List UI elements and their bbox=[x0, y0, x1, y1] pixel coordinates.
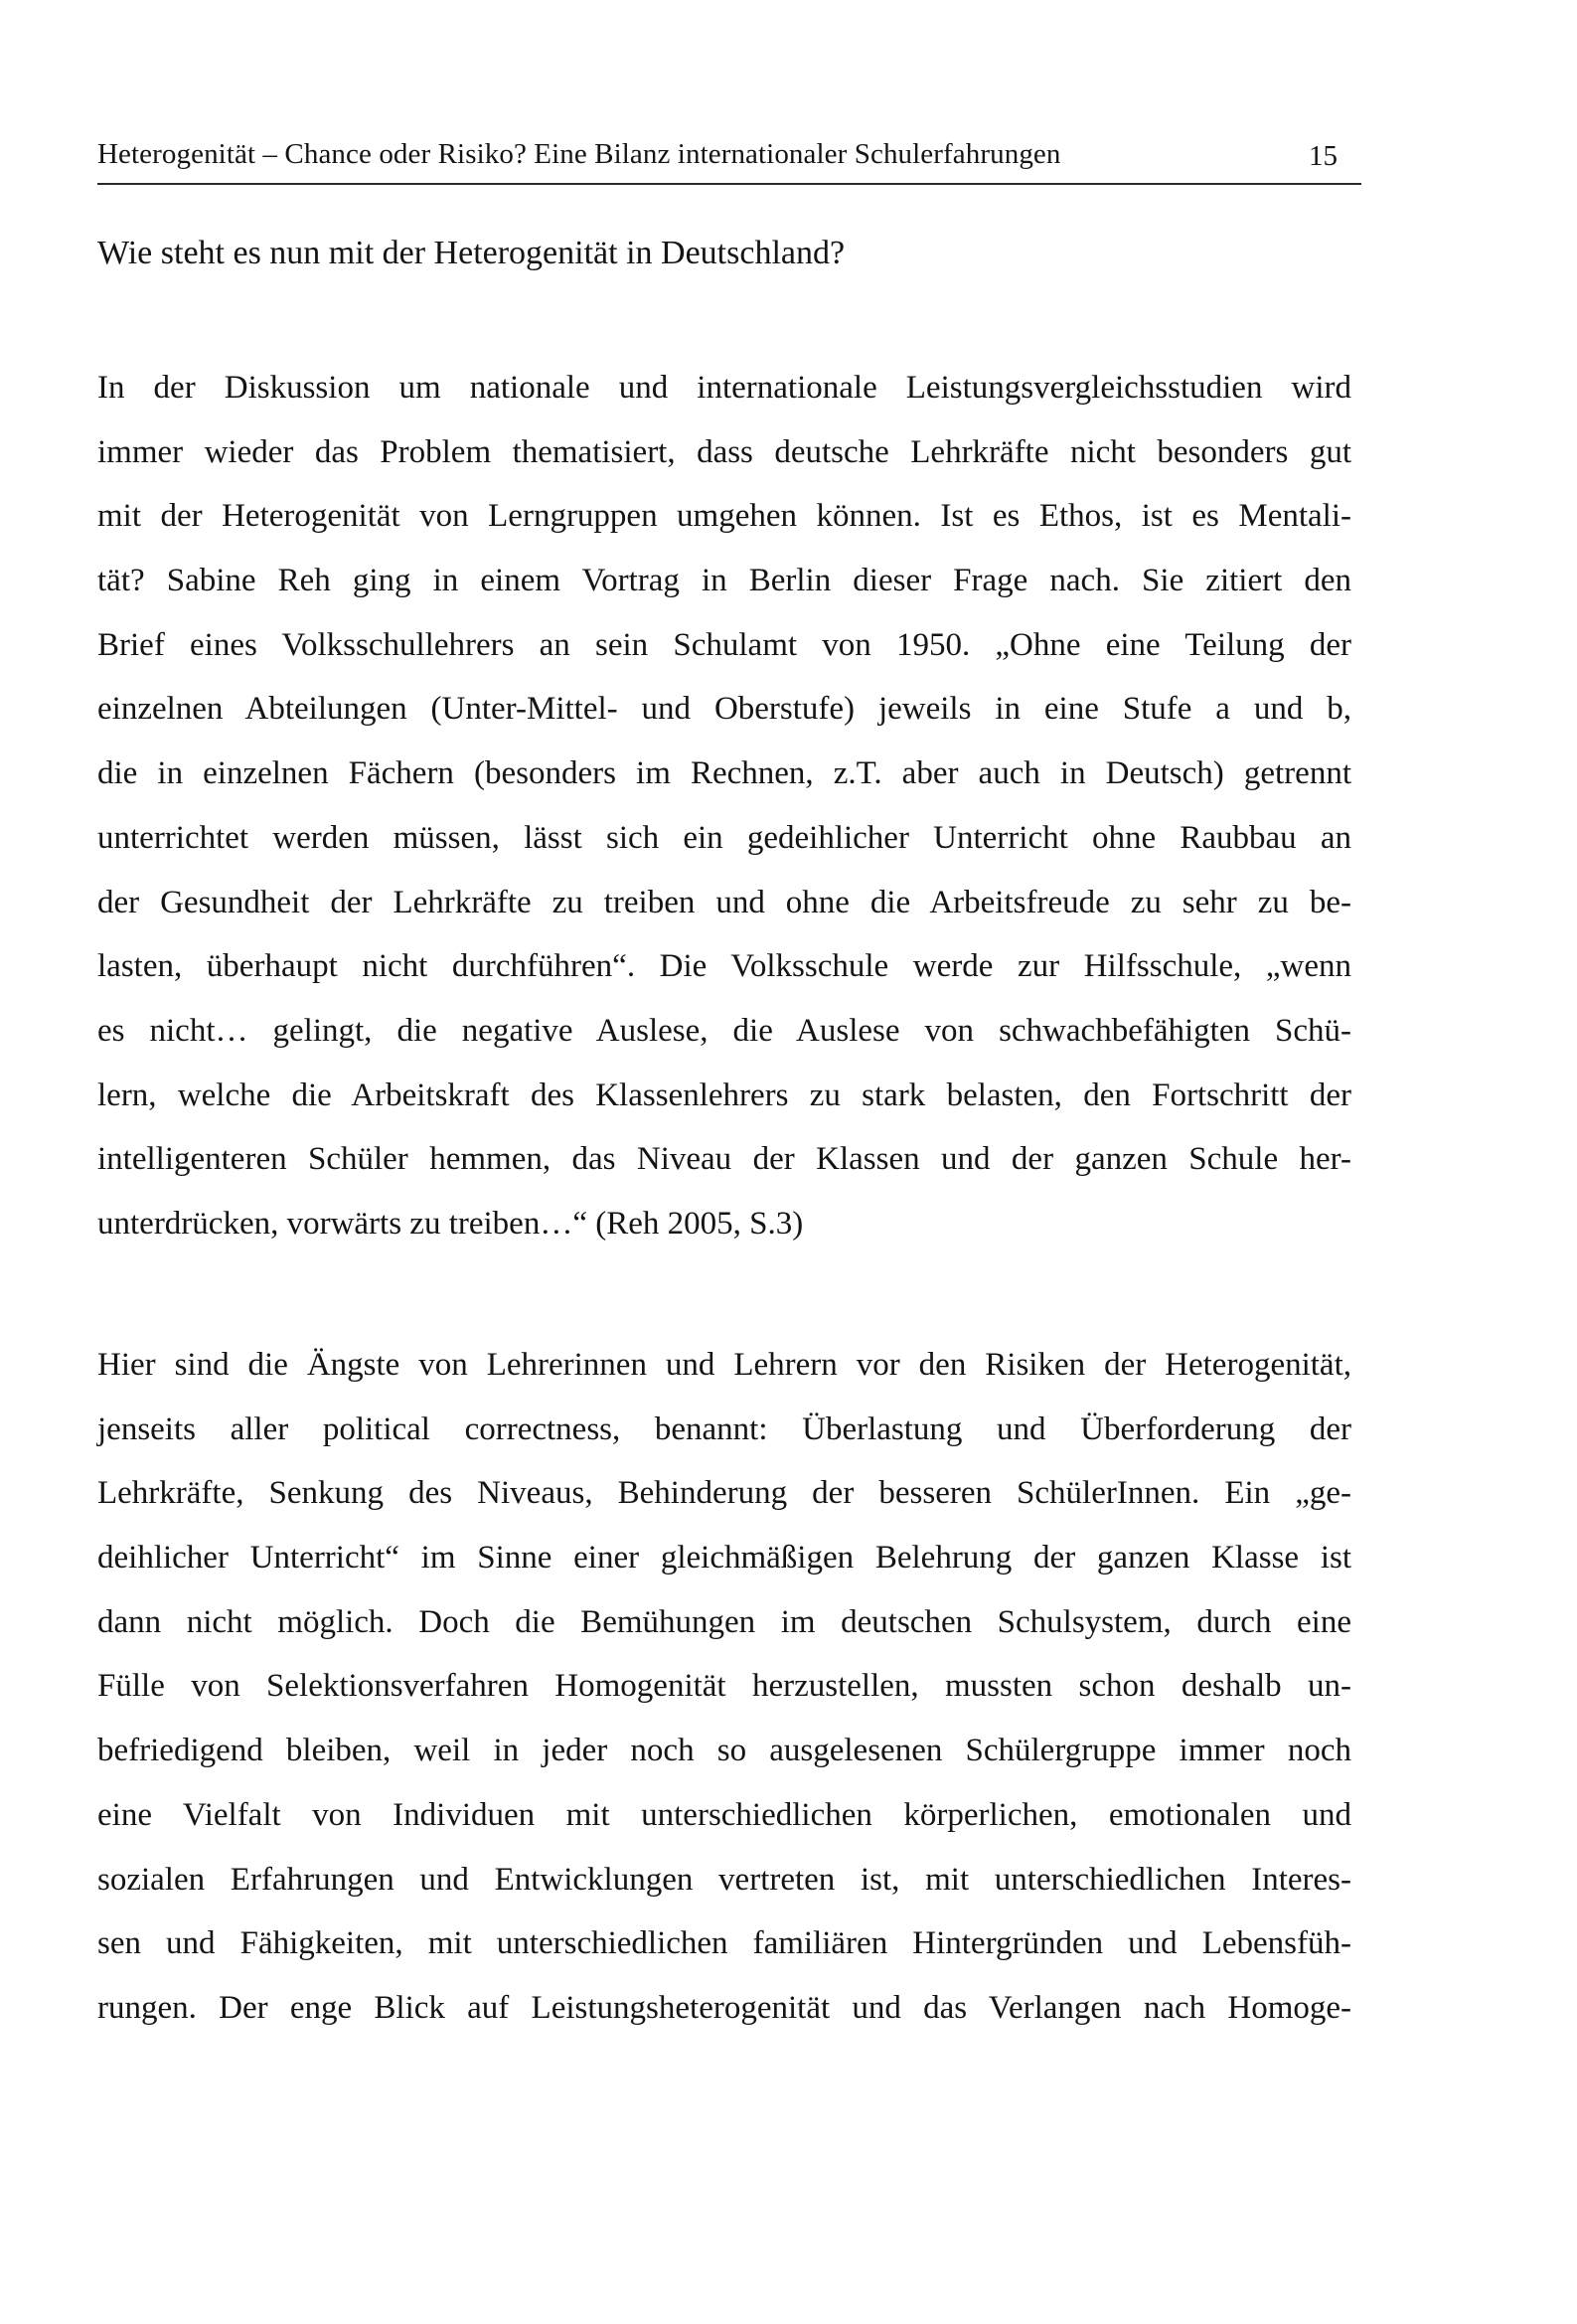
text-line: sen und Fähigkeiten, mit unterschiedlichen familiären Hintergründen und Lebensfüh- bbox=[97, 1925, 1351, 1962]
text-line: Hier sind die Ängste von Lehrerinnen und Lehrern vor den Risiken der Heterogenität, bbox=[97, 1347, 1351, 1383]
text-line: jenseits aller political correctness, benannt: Überlastung und Überforderung der bbox=[97, 1411, 1351, 1447]
text-line: einzelnen Abteilungen (Unter-Mittel- und Oberstufe) jeweils in eine Stufe a und b, bbox=[97, 691, 1351, 728]
paragraph-1 bbox=[97, 356, 1351, 1256]
text-line: Lehrkräfte, Senkung des Niveaus, Behinderung der besseren SchülerInnen. Ein „ge- bbox=[97, 1475, 1351, 1512]
section-heading: Wie steht es nun mit der Heterogenität in Deutschland? bbox=[97, 235, 846, 271]
text-line: lasten, überhaupt nicht durchführen“. Die Volksschule werde zur Hilfsschule, „wenn bbox=[97, 948, 1351, 985]
text-line: Brief eines Volksschullehrers an sein Schulamt von 1950. „Ohne eine Teilung der bbox=[97, 626, 1351, 663]
text-line: befriedigend bleiben, weil in jeder noch so ausgelesenen Schülergruppe immer noch bbox=[97, 1733, 1351, 1769]
text-line: rungen. Der enge Blick auf Leistungsheterogenität und das Verlangen nach Homoge- bbox=[97, 1989, 1351, 2026]
text-line: mit der Heterogenität von Lerngruppen umgehen können. Ist es Ethos, ist es Mentali- bbox=[97, 498, 1351, 535]
text-line: deihlicher Unterricht“ im Sinne einer gleichmäßigen Belehrung der ganzen Klasse ist bbox=[97, 1540, 1351, 1577]
text-line: unterrichtet werden müssen, lässt sich ein gedeihlicher Unterricht ohne Raubbau an bbox=[97, 819, 1351, 856]
text-line: der Gesundheit der Lehrkräfte zu treiben und ohne die Arbeitsfreude zu sehr zu be- bbox=[97, 884, 1351, 920]
text-line: eine Vielfalt von Individuen mit unterschiedlichen körperlichen, emotionalen und bbox=[97, 1796, 1351, 1833]
text-line: tät? Sabine Reh ging in einem Vortrag in Berlin dieser Frage nach. Sie zitiert den bbox=[97, 563, 1351, 599]
text-line: dann nicht möglich. Doch die Bemühungen im deutschen Schulsystem, durch eine bbox=[97, 1603, 1351, 1640]
text-line: unterdrücken, vorwärts zu treiben…“ (Reh 2005, S.3) bbox=[97, 1205, 804, 1242]
page-header bbox=[97, 137, 1361, 185]
text-line: In der Diskussion um nationale und internationale Leistungsvergleichsstudien wird bbox=[97, 370, 1351, 406]
text-line: lern, welche die Arbeitskraft des Klassenlehrers zu stark belasten, den Fortschritt der bbox=[97, 1077, 1351, 1113]
text-line: es nicht… gelingt, die negative Auslese, die Auslese von schwachbefähigten Schü- bbox=[97, 1012, 1351, 1049]
text-line: die in einzelnen Fächern (besonders im Rechnen, z.T. aber auch in Deutsch) getrennt bbox=[97, 755, 1351, 792]
page-number: 15 bbox=[1309, 140, 1338, 172]
paragraph-2 bbox=[97, 1333, 1351, 2041]
text-line: sozialen Erfahrungen und Entwicklungen vertreten ist, mit unterschiedlichen Interes- bbox=[97, 1861, 1351, 1898]
running-title: Heterogenität – Chance oder Risiko? Eine Bilanz internationaler Schulerfahrungen bbox=[97, 138, 1061, 170]
text-line: Fülle von Selektionsverfahren Homogenität herzustellen, mussten schon deshalb un- bbox=[97, 1668, 1351, 1705]
text-line: immer wieder das Problem thematisiert, dass deutsche Lehrkräfte nicht besonders gut bbox=[97, 433, 1351, 470]
text-line: intelligenteren Schüler hemmen, das Niveau der Klassen und der ganzen Schule her- bbox=[97, 1141, 1351, 1178]
